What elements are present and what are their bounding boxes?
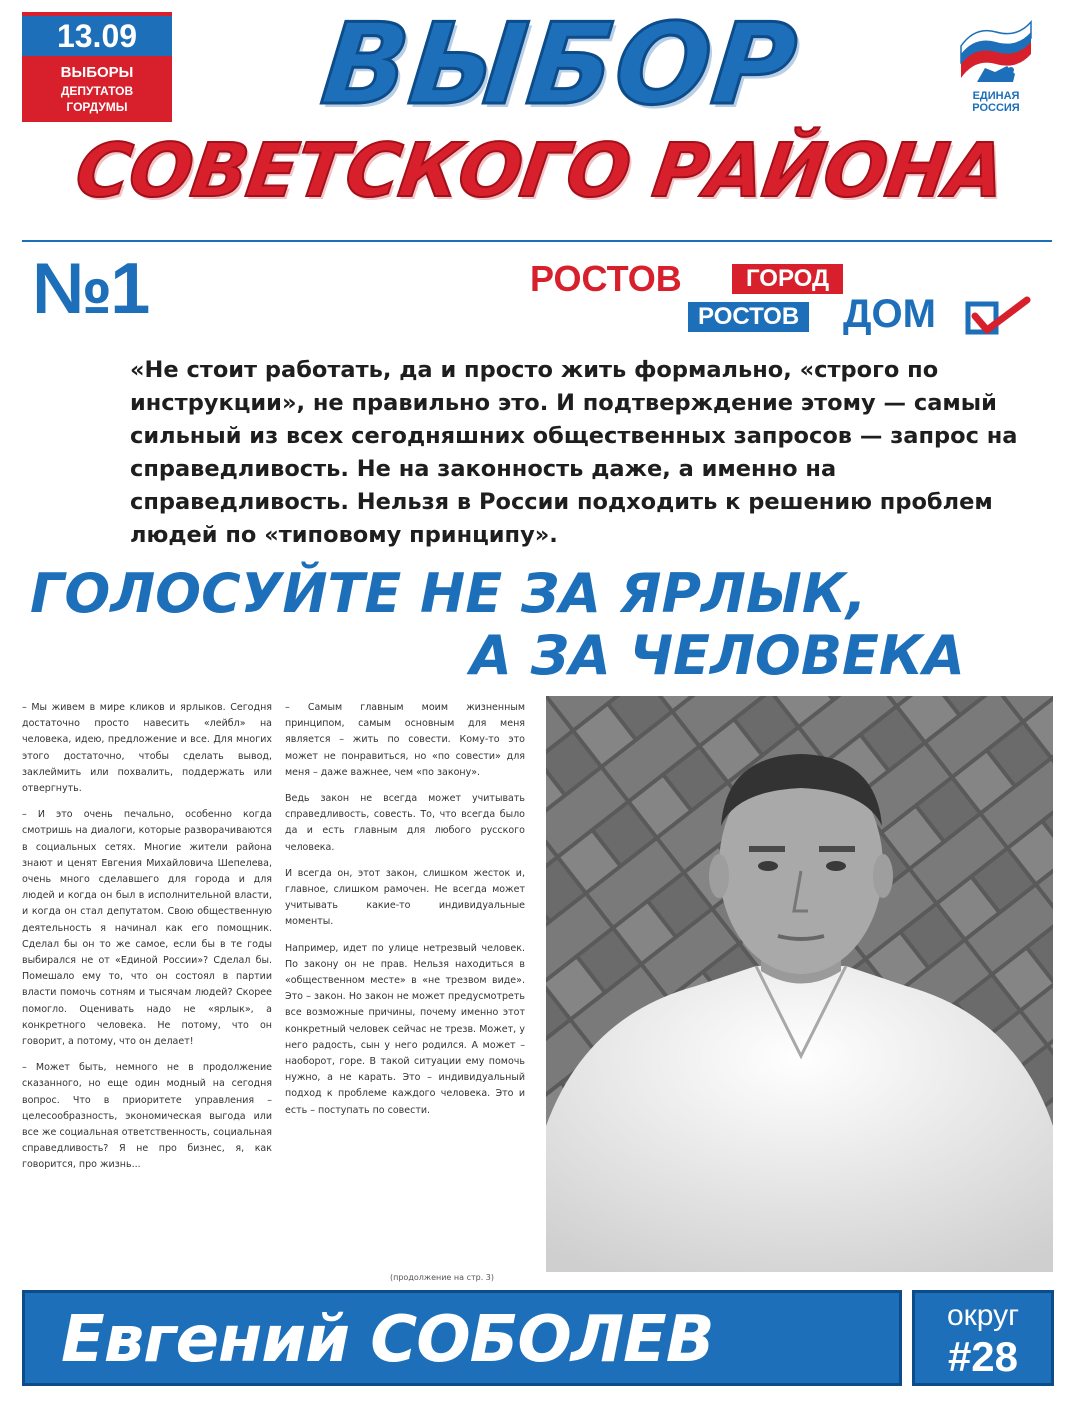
article-paragraph: Например, идет по улице нетрезвый человек. По закону он не прав. Нельзя находиться в «общественном месте» в «не трезвом виде». Это – закон. Но закон не может предусмотреть все возможные причины, почему именно этот конкретный человек сейчас не трезв. Может, у него радость, сын у него родился. А может – наоборот, горе. В такой ситуации ему помочь нужно, а не карать. Это – индивидуальный подход к проблеме каждого человека. Это и есть – поступать по совести. bbox=[285, 942, 525, 1116]
headline-line2: А ЗА ЧЕЛОВЕКА bbox=[470, 624, 965, 687]
article-paragraph: – Может быть, немного не в продолжение сказанного, но еще один модный на сегодня вопрос. Что в приоритете управления – целесообразность, экономическая выгода или все же социальная ответственность, социальная справедливость? Я не про бизнес, я, как говорится, про жизнь... bbox=[22, 1062, 272, 1171]
gorod-label: ГОРОД bbox=[732, 264, 843, 294]
article-paragraph: – Самым главным моим жизненным принципом, самым основным для меня является – жить по совести. Кому-то это может не понравиться, но «по совести» для меня – даже важнее, чем «по закону». bbox=[285, 702, 525, 778]
dom-label: ДОМ bbox=[843, 292, 936, 336]
party-logo-line2: РОССИЯ bbox=[972, 102, 1020, 114]
issue-number: №1 bbox=[32, 249, 149, 329]
rostov-label-1: РОСТОВ bbox=[530, 258, 682, 299]
date-box-line2: ДЕПУТАТОВ bbox=[60, 84, 134, 98]
headline-line1: ГОЛОСУЙТЕ НЕ ЗА ЯРЛЫК, bbox=[30, 562, 867, 625]
article-paragraph: – Мы живем в мире кликов и ярлыков. Сегодня достаточно просто навесить «лейбл» на человека, идею, предложение и все. Для многих этого достаточно, чтобы сделать вывод, заклеймить или похвалить, поддержать или отвергнуть. bbox=[22, 702, 272, 795]
okrug-label: округ bbox=[946, 1299, 1020, 1332]
masthead-subtitle: СОВЕТСКОГО РАЙОНА bbox=[70, 128, 1010, 214]
candidate-quote: «Не стоит работать, да и просто жить формально, «строго по инструкции», не правильно это. И подтверждение этому — самый сильный из всех сегодняшних общественных запросов — запрос на справедливость. Не на законность даже, а именно на справедливость. Нельзя в России подходить к решению проблем людей по «типовому принципу». bbox=[130, 357, 1018, 548]
header-divider bbox=[22, 240, 1052, 242]
checkbox-check-icon bbox=[965, 296, 1031, 338]
candidate-photo bbox=[546, 696, 1053, 1272]
candidate-name-bar bbox=[22, 1290, 902, 1386]
party-logo-text bbox=[955, 90, 1037, 114]
rostov-label-2: РОСТОВ bbox=[688, 302, 809, 332]
article-column-1 bbox=[22, 700, 272, 1184]
article-paragraph: И всегда он, этот закон, слишком жесток и, главное, слишком рамочен. Не всегда может учитывать какие-то индивидуальные моменты. bbox=[285, 867, 525, 928]
article-paragraph: Ведь закон не всегда может учитывать справедливость, совесть. То, что всегда было да и есть главным для любого русского человека. bbox=[285, 793, 525, 853]
date-box-line3: ГОРДУМЫ bbox=[66, 100, 128, 114]
masthead-title: ВЫБОР bbox=[316, 0, 804, 130]
article-column-2 bbox=[285, 700, 525, 1129]
election-date-box bbox=[22, 12, 172, 122]
candidate-photo-image bbox=[546, 696, 1053, 1272]
article-paragraph: – И это очень печально, особенно когда смотришь на диалоги, которые разворачиваются в социальных сетях. Многие жители района знают и ценят Евгения Михайловича Шепелева, очень много сделавшего для города и для людей и когда он был в исполнительной власти, и когда он стал депутатом. Свою общественную деятельность я начинал как его помощник. Сделал бы он то же самое, если бы в те годы выбирался не от «Единой России»? Сделал бы. Помешало ему то, что он состоял в партии власти помочь сотням и тысячам людей? Скорее помогло. Оценивать надо не «ярлык», а конкретного человека. Не потому, что он говорит, а потому, что он делает! bbox=[22, 809, 272, 1048]
party-logo bbox=[955, 12, 1037, 122]
party-logo-line1: ЕДИНАЯ bbox=[972, 90, 1020, 102]
election-date: 13.09 bbox=[22, 16, 172, 56]
okrug-box bbox=[912, 1290, 1054, 1386]
date-box-line1: ВЫБОРЫ bbox=[60, 64, 134, 81]
continued-note: (продолжение на стр. 3) bbox=[390, 1273, 494, 1282]
bear-flag-icon bbox=[955, 12, 1037, 90]
candidate-name: Евгений СОБОЛЕВ bbox=[61, 1303, 714, 1377]
okrug-number: #28 bbox=[947, 1333, 1019, 1380]
